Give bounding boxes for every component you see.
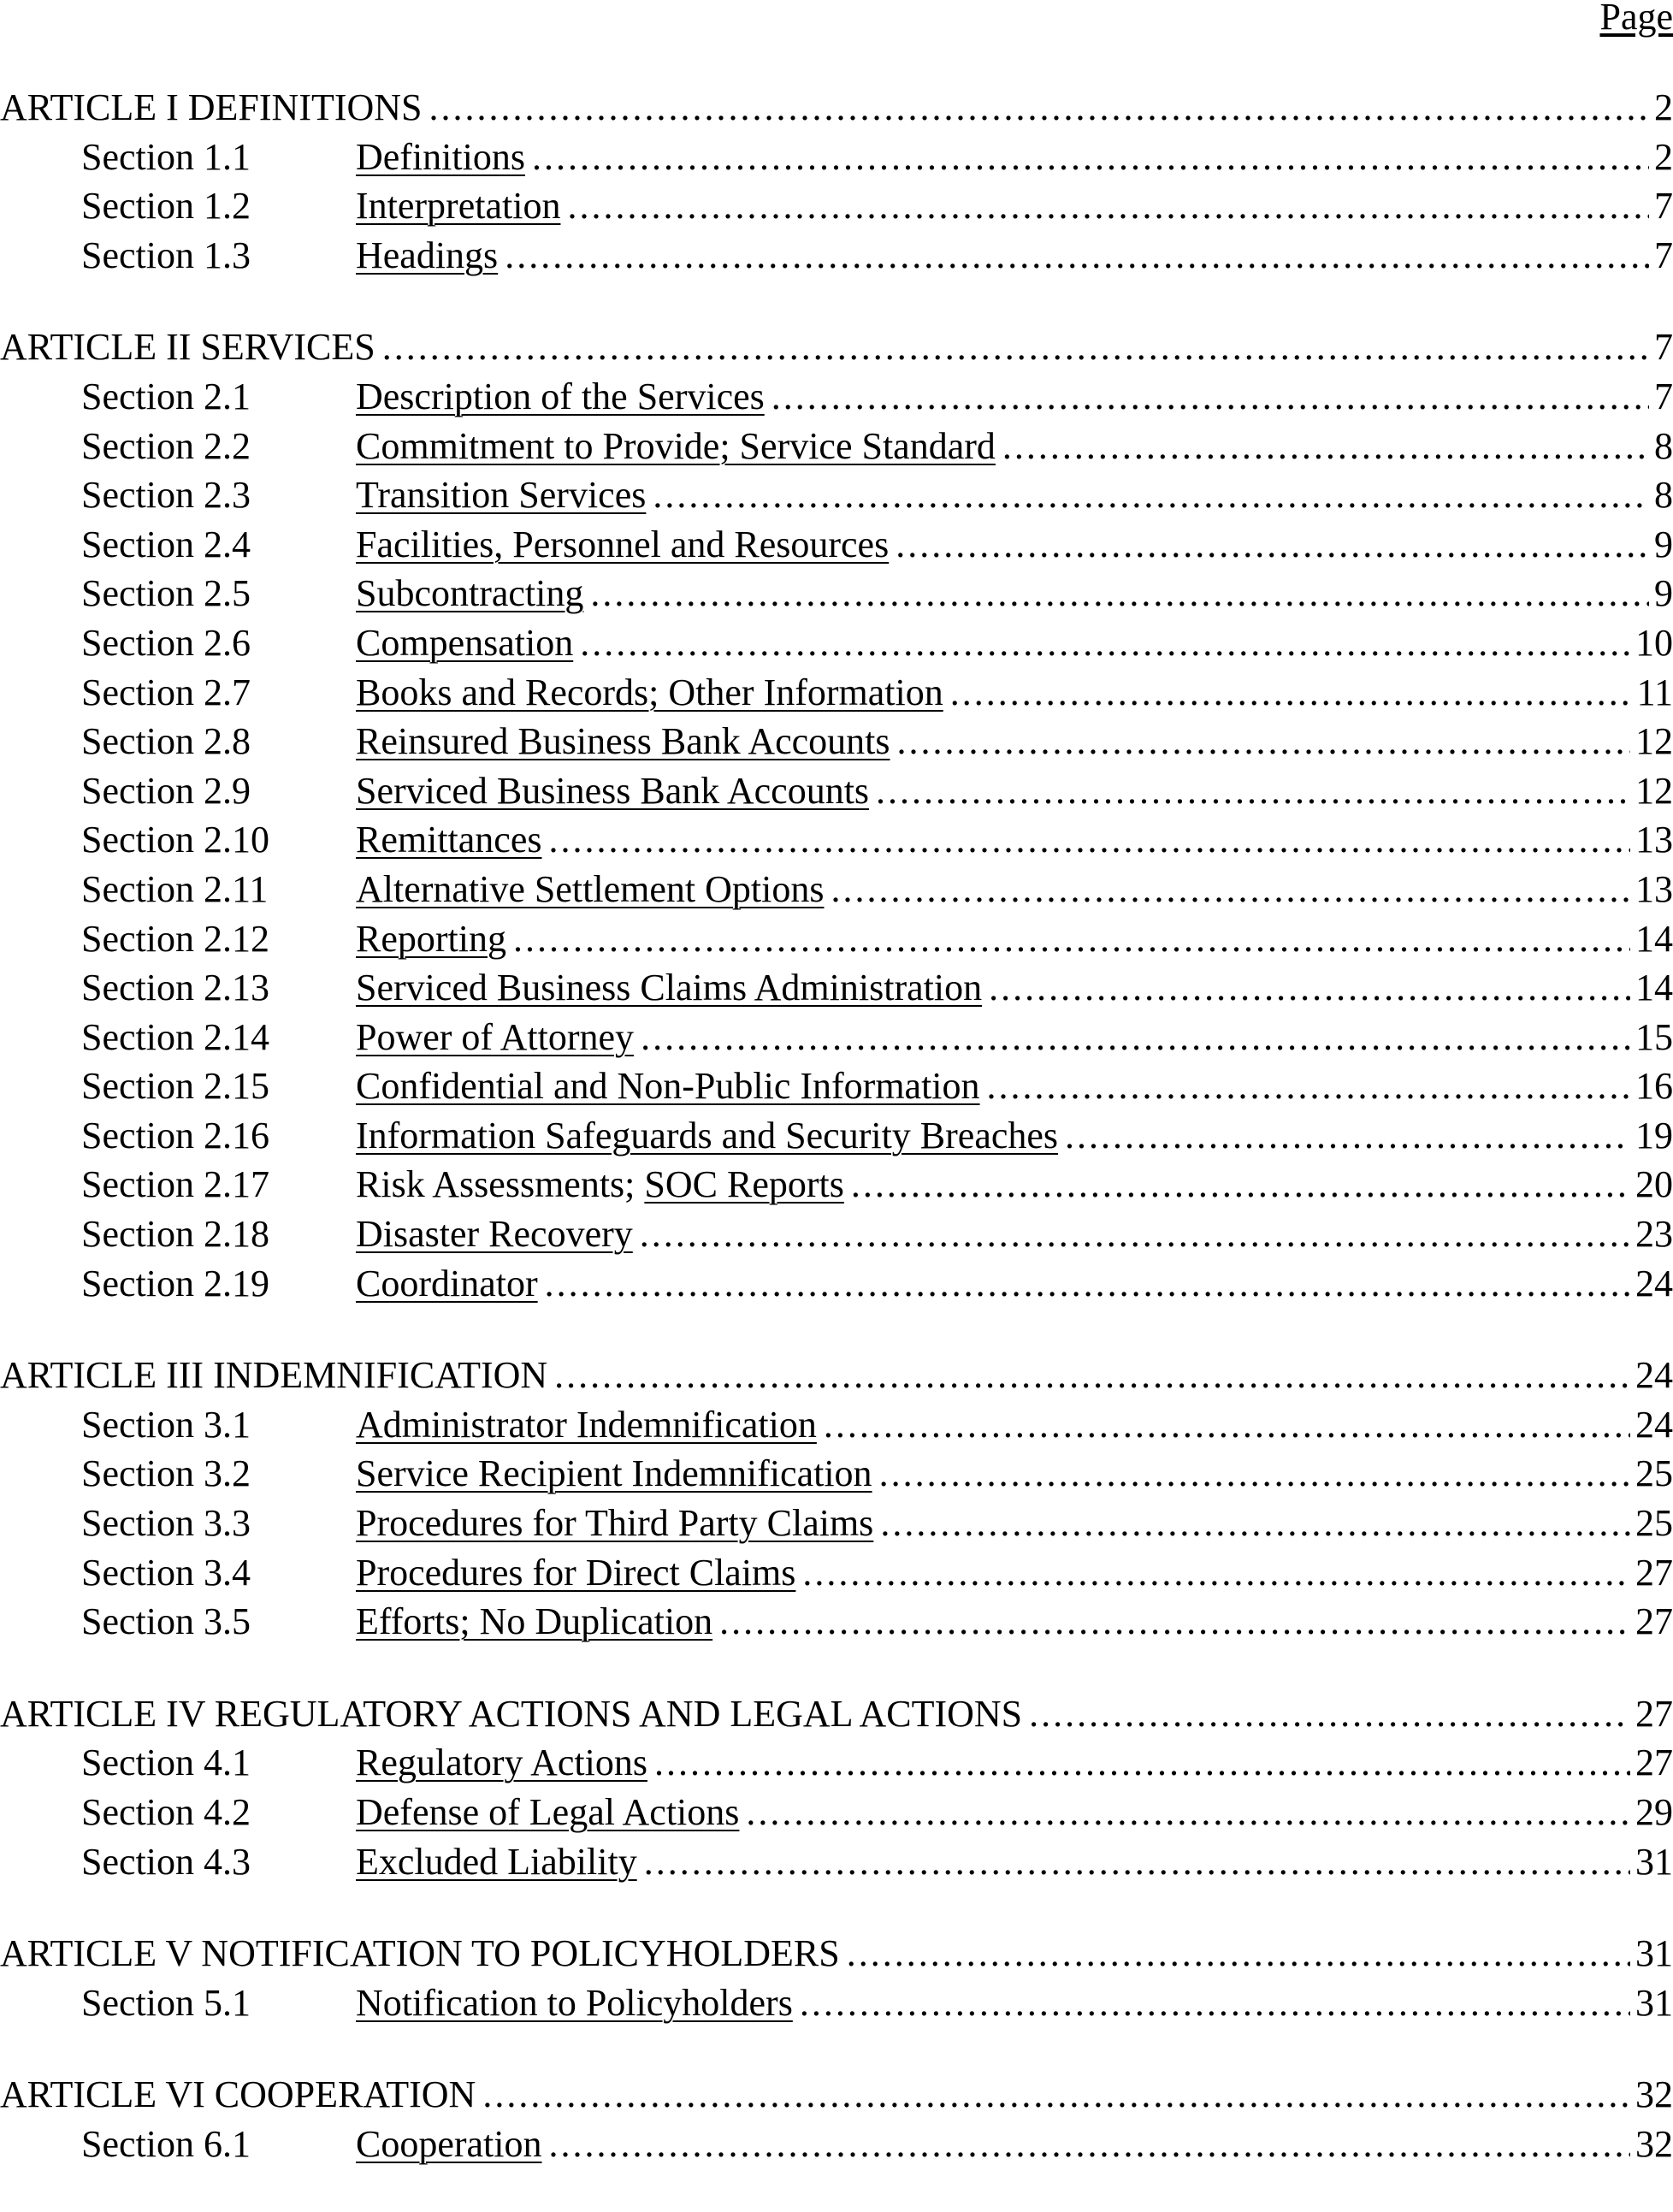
section-title — [356, 1597, 712, 1647]
dot-leader — [876, 766, 1630, 816]
toc-section-entry[interactable] — [0, 181, 1673, 231]
section-number: Section 2.8 — [81, 720, 251, 763]
dot-leader — [505, 231, 1649, 281]
section-number: Section 2.11 — [81, 867, 269, 910]
page-number: 27 — [1635, 1692, 1673, 1735]
page-number: 29 — [1635, 1791, 1673, 1833]
section-number: Section 4.1 — [81, 1742, 251, 1784]
dot-leader — [429, 83, 1649, 133]
article-title: ARTICLE V NOTIFICATION TO POLICYHOLDERS — [0, 1932, 840, 1975]
page-number: 7 — [1654, 375, 1673, 417]
page-number: 31 — [1635, 1981, 1673, 2024]
toc-section-entry[interactable] — [0, 372, 1673, 422]
article-title: ARTICLE III INDEMNIFICATION — [0, 1354, 548, 1397]
toc-section-entry[interactable] — [0, 1449, 1673, 1499]
dot-leader — [879, 1449, 1630, 1499]
page-number: 24 — [1635, 1354, 1673, 1397]
toc-section-entry[interactable] — [0, 1837, 1673, 1887]
section-title — [356, 1837, 637, 1887]
dot-leader — [831, 865, 1630, 914]
section-title — [356, 1400, 817, 1450]
page-number: 32 — [1635, 2122, 1673, 2165]
section-title — [356, 1978, 793, 2028]
section-number: Section 3.3 — [81, 1502, 251, 1545]
dot-leader — [382, 322, 1649, 372]
page-number: 24 — [1635, 1403, 1673, 1446]
section-number: Section 5.1 — [81, 1981, 251, 2024]
section-title-link-text: Efforts; No Duplication — [356, 1600, 713, 1643]
section-title-link-text: Defense of Legal Actions — [356, 1791, 740, 1833]
dot-leader — [746, 1788, 1630, 1837]
section-title-link-text: Compensation — [356, 621, 574, 664]
section-number: Section 2.16 — [81, 1114, 269, 1156]
section-title — [356, 1111, 1058, 1161]
section-title — [356, 133, 525, 182]
section-title — [356, 815, 542, 865]
section-title-link-text: Information Safeguards and Security Breaches — [356, 1114, 1059, 1156]
dot-leader — [590, 569, 1649, 618]
dot-leader — [950, 668, 1632, 718]
section-title-link-text: Service Recipient Indemnification — [356, 1452, 872, 1495]
section-title — [356, 470, 646, 520]
section-title-link-text: Commitment to Provide; Service Standard — [356, 424, 996, 467]
page-number: 31 — [1635, 1840, 1673, 1883]
toc-section-entry[interactable] — [0, 1400, 1673, 1450]
section-number: Section 2.1 — [81, 375, 251, 417]
section-title-link-text: Procedures for Direct Claims — [356, 1551, 796, 1594]
section-title-link-text: Reinsured Business Bank Accounts — [356, 720, 890, 763]
page-number: 25 — [1635, 1452, 1673, 1495]
toc-article-entry[interactable] — [0, 322, 1673, 372]
toc-section-entry[interactable] — [0, 1738, 1673, 1788]
section-title — [356, 1062, 980, 1111]
toc-section-entry[interactable] — [0, 1013, 1673, 1062]
section-title — [356, 618, 573, 668]
page-number: 23 — [1635, 1213, 1673, 1256]
toc-article — [0, 1351, 1673, 1647]
page-number: 10 — [1635, 621, 1673, 664]
page-number: 8 — [1654, 424, 1673, 467]
toc-section-entry[interactable] — [0, 2120, 1673, 2169]
dot-leader — [800, 1978, 1630, 2028]
page-number: 13 — [1635, 819, 1673, 861]
section-number: Section 2.12 — [81, 917, 269, 960]
dot-leader — [644, 1837, 1630, 1887]
section-number: Section 2.4 — [81, 523, 251, 565]
page-number: 27 — [1635, 1742, 1673, 1784]
dot-leader — [549, 815, 1631, 865]
dot-leader — [532, 133, 1649, 182]
section-title — [356, 1449, 872, 1499]
page-number: 19 — [1635, 1114, 1673, 1156]
table-of-contents — [0, 83, 1673, 2212]
section-title-plain-text: Risk Assessments; — [356, 1163, 645, 1206]
toc-section-entry[interactable] — [0, 1548, 1673, 1598]
dot-leader — [880, 1499, 1630, 1548]
dot-leader — [640, 1210, 1630, 1259]
section-title-link-text: Cooperation — [356, 2122, 542, 2165]
dot-leader — [554, 1351, 1630, 1400]
page-number: 16 — [1635, 1065, 1673, 1108]
dot-leader — [580, 618, 1630, 668]
section-title-link-text: Regulatory Actions — [356, 1742, 647, 1784]
toc-section-entry[interactable] — [0, 1160, 1673, 1210]
section-number: Section 3.4 — [81, 1551, 251, 1594]
page-column-header: Page — [1599, 0, 1673, 38]
section-title — [356, 766, 869, 816]
section-title-link-text: Description of the Services — [356, 375, 765, 417]
section-number: Section 2.10 — [81, 819, 269, 861]
toc-section-entry[interactable] — [0, 717, 1673, 766]
dot-leader — [896, 520, 1649, 570]
section-title — [356, 372, 765, 422]
section-number: Section 3.2 — [81, 1452, 251, 1495]
section-number: Section 6.1 — [81, 2122, 251, 2165]
toc-section-entry[interactable] — [0, 231, 1673, 281]
toc-section-entry[interactable] — [0, 422, 1673, 471]
section-title-link-text: Headings — [356, 234, 499, 276]
toc-article-entry[interactable] — [0, 1689, 1673, 1739]
toc-section-entry[interactable] — [0, 766, 1673, 816]
section-title — [356, 2120, 542, 2169]
section-title — [356, 963, 982, 1013]
toc-section-entry[interactable] — [0, 668, 1673, 718]
section-number: Section 2.19 — [81, 1262, 269, 1304]
section-title-link-text: Subcontracting — [356, 572, 584, 615]
page-number: 8 — [1654, 474, 1673, 517]
section-number: Section 2.7 — [81, 671, 251, 713]
section-title-link-text: Reporting — [356, 917, 506, 960]
section-number: Section 2.3 — [81, 474, 251, 517]
section-number: Section 2.9 — [81, 769, 251, 812]
section-number: Section 4.3 — [81, 1840, 251, 1883]
section-number: Section 2.14 — [81, 1015, 269, 1058]
toc-article-entry[interactable] — [0, 83, 1673, 133]
dot-leader — [641, 1013, 1630, 1062]
page-number: 27 — [1635, 1600, 1673, 1643]
dot-leader — [851, 1160, 1630, 1210]
dot-leader — [653, 470, 1649, 520]
section-title-link-text: Procedures for Third Party Claims — [356, 1502, 874, 1545]
section-title-link-text: Transition Services — [356, 474, 647, 517]
page-number: 14 — [1635, 917, 1673, 960]
page-number: 14 — [1635, 967, 1673, 1009]
dot-leader — [545, 1259, 1630, 1309]
section-number: Section 3.1 — [81, 1403, 251, 1446]
page-number: 9 — [1654, 572, 1673, 615]
toc-section-entry[interactable] — [0, 1597, 1673, 1647]
page-number: 25 — [1635, 1502, 1673, 1545]
page-number: 7 — [1654, 326, 1673, 369]
toc-section-entry[interactable] — [0, 1499, 1673, 1548]
toc-section-entry[interactable] — [0, 1111, 1673, 1161]
article-title: ARTICLE II SERVICES — [0, 326, 375, 369]
section-title-link-text: Administrator Indemnification — [356, 1403, 817, 1446]
section-title-link-text: Facilities, Personnel and Resources — [356, 523, 890, 565]
section-title — [356, 1499, 873, 1548]
section-number: Section 2.6 — [81, 621, 251, 664]
toc-article — [0, 1929, 1673, 2027]
page-number: 24 — [1635, 1262, 1673, 1304]
section-number: Section 2.17 — [81, 1163, 269, 1206]
toc-article — [0, 1689, 1673, 1886]
article-title: ARTICLE IV REGULATORY ACTIONS AND LEGAL ACTIONS — [0, 1692, 1023, 1735]
toc-section-entry[interactable] — [0, 520, 1673, 570]
section-title-link-text: Definitions — [356, 135, 525, 178]
page-number: 2 — [1654, 135, 1673, 178]
section-title-link-text: Serviced Business Bank Accounts — [356, 769, 870, 812]
section-title-link-text: Disaster Recovery — [356, 1213, 633, 1256]
toc-section-entry[interactable] — [0, 865, 1673, 914]
page-number: 7 — [1654, 185, 1673, 228]
section-title — [356, 1788, 739, 1837]
toc-article-entry[interactable] — [0, 2070, 1673, 2120]
section-title — [356, 865, 824, 914]
section-title-link-text: Interpretation — [356, 185, 561, 228]
toc-article — [0, 83, 1673, 280]
toc-section-entry[interactable] — [0, 963, 1673, 1013]
section-title-link-text: Serviced Business Claims Administration — [356, 967, 983, 1009]
section-title-link-text: Confidential and Non-Public Information — [356, 1065, 980, 1108]
dot-leader — [1065, 1111, 1630, 1161]
section-title-link-text: Remittances — [356, 819, 542, 861]
section-number: Section 1.2 — [81, 185, 251, 228]
section-number: Section 2.18 — [81, 1213, 269, 1256]
toc-section-entry[interactable] — [0, 569, 1673, 618]
section-title-link-text: Books and Records; Other Information — [356, 671, 943, 713]
section-title — [356, 1210, 633, 1259]
toc-section-entry[interactable] — [0, 470, 1673, 520]
toc-article-entry[interactable] — [0, 1929, 1673, 1978]
page-number: 20 — [1635, 1163, 1673, 1206]
section-title — [356, 1013, 634, 1062]
section-title — [356, 520, 889, 570]
section-title — [356, 231, 498, 281]
page-number: 12 — [1635, 769, 1673, 812]
dot-leader — [549, 2120, 1630, 2169]
section-title-link-text: Excluded Liability — [356, 1840, 637, 1883]
section-number: Section 3.5 — [81, 1600, 251, 1643]
section-number: Section 4.2 — [81, 1791, 251, 1833]
dot-leader — [1029, 1689, 1630, 1739]
page-number: 12 — [1635, 720, 1673, 763]
page-number: 32 — [1635, 2073, 1673, 2116]
section-title-link-text: Alternative Settlement Options — [356, 867, 825, 910]
section-title — [356, 1548, 795, 1598]
section-title-link-text: Coordinator — [356, 1262, 538, 1304]
section-title — [356, 1738, 647, 1788]
page-number: 15 — [1635, 1015, 1673, 1058]
toc-article-entry[interactable] — [0, 1351, 1673, 1400]
page-number: 31 — [1635, 1932, 1673, 1975]
toc-article — [0, 322, 1673, 1308]
page-number: 7 — [1654, 234, 1673, 276]
section-title-link-text: Notification to Policyholders — [356, 1981, 793, 2024]
dot-leader — [847, 1929, 1630, 1978]
page-number: 11 — [1636, 671, 1673, 713]
toc-section-entry[interactable] — [0, 1978, 1673, 2028]
section-number: Section 1.3 — [81, 234, 251, 276]
section-title — [356, 914, 506, 964]
page-number: 2 — [1654, 86, 1673, 128]
toc-section-entry[interactable] — [0, 1259, 1673, 1309]
dot-leader — [567, 181, 1649, 231]
section-number: Section 2.5 — [81, 572, 251, 615]
dot-leader — [987, 1062, 1630, 1111]
dot-leader — [897, 717, 1630, 766]
section-title — [356, 422, 996, 471]
section-title — [356, 717, 890, 766]
section-number: Section 2.2 — [81, 424, 251, 467]
article-title: ARTICLE VI COOPERATION — [0, 2073, 476, 2116]
toc-section-entry[interactable] — [0, 1062, 1673, 1111]
dot-leader — [824, 1400, 1630, 1450]
page-number: 13 — [1635, 867, 1673, 910]
section-number: Section 1.1 — [81, 135, 251, 178]
article-title: ARTICLE I DEFINITIONS — [0, 86, 423, 128]
section-title — [356, 1259, 538, 1309]
section-title — [356, 569, 583, 618]
toc-section-entry[interactable] — [0, 1210, 1673, 1259]
dot-leader — [989, 963, 1630, 1013]
page-number: 9 — [1654, 523, 1673, 565]
section-number: Section 2.15 — [81, 1065, 269, 1108]
section-title-link-text: SOC Reports — [644, 1163, 844, 1206]
dot-leader — [482, 2070, 1630, 2120]
section-number: Section 2.13 — [81, 967, 269, 1009]
dot-leader — [513, 914, 1630, 964]
toc-article — [0, 2070, 1673, 2168]
page-number: 27 — [1635, 1551, 1673, 1594]
section-title-link-text: Power of Attorney — [356, 1015, 635, 1058]
section-title — [356, 181, 560, 231]
section-title — [356, 668, 943, 718]
toc-section-entry[interactable] — [0, 618, 1673, 668]
toc-section-entry[interactable] — [0, 815, 1673, 865]
dot-leader — [771, 372, 1649, 422]
section-title — [356, 1160, 844, 1210]
toc-section-entry[interactable] — [0, 133, 1673, 182]
toc-section-entry[interactable] — [0, 1788, 1673, 1837]
dot-leader — [654, 1738, 1630, 1788]
dot-leader — [1002, 422, 1649, 471]
dot-leader — [719, 1597, 1630, 1647]
dot-leader — [802, 1548, 1630, 1598]
toc-section-entry[interactable] — [0, 914, 1673, 964]
